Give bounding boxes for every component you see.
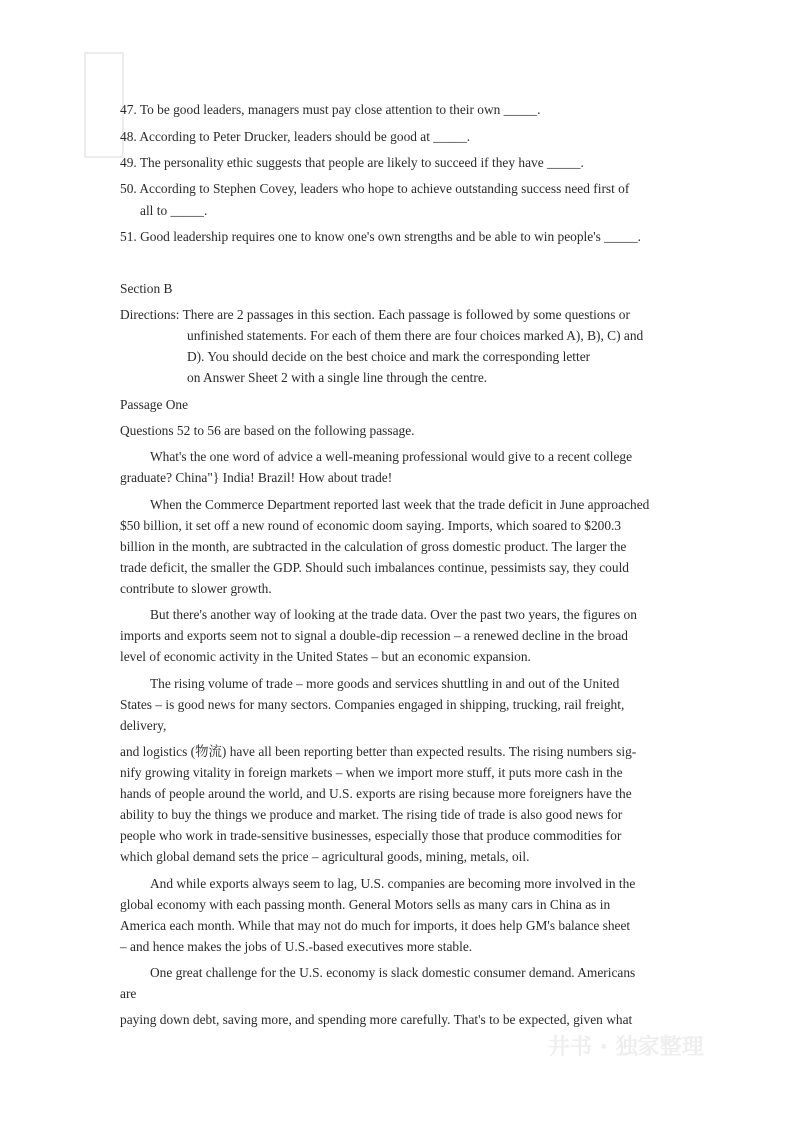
question-50: 50. According to Stephen Covey, leaders who hope to achieve outstanding success need first of <box>120 181 630 196</box>
passage-line: people who work in trade-sensitive businesses, especially those that produce commodities for <box>120 828 622 843</box>
question-51: 51. Good leadership requires one to know one's own strengths and be able to win people's _____. <box>120 229 642 244</box>
passage-title: Passage One <box>120 397 189 412</box>
question-50-cont: all to _____. <box>140 203 208 218</box>
passage-line: One great challenge for the U.S. economy is slack domestic consumer demand. Americans <box>150 965 636 980</box>
directions-line: on Answer Sheet 2 with a single line through the centre. <box>187 370 488 385</box>
passage-line: graduate? China"} India! Brazil! How about trade! <box>120 470 393 485</box>
footer-watermark: 井书 · 独家整理 <box>548 1035 704 1060</box>
passage-line: billion in the month, are subtracted in the calculation of gross domestic product. The larger the <box>120 539 627 554</box>
passage-line: ability to buy the things we produce and market. The rising tide of trade is also good news for <box>120 807 623 822</box>
question-49: 49. The personality ethic suggests that people are likely to succeed if they have _____. <box>120 155 584 170</box>
passage-line: What's the one word of advice a well-meaning professional would give to a recent college <box>150 449 633 464</box>
passage-line: are <box>120 986 137 1001</box>
passage-line: $50 billion, it set off a new round of economic doom saying. Imports, which soared to $200.3 <box>120 518 622 533</box>
passage-line: America each month. While that may not do much for imports, it does help GM's balance sheet <box>120 918 631 933</box>
question-47: 47. To be good leaders, managers must pay close attention to their own _____. <box>120 102 541 117</box>
watermark-stamp <box>84 52 124 158</box>
passage-line: nify growing vitality in foreign markets – when we import more stuff, it puts more cash in the <box>120 765 623 780</box>
passage-line: – and hence makes the jobs of U.S.-based executives more stable. <box>120 939 473 954</box>
passage-line: States – is good news for many sectors. Companies engaged in shipping, trucking, rail freight, <box>120 697 625 712</box>
passage-line: contribute to slower growth. <box>120 581 272 596</box>
passage-line: When the Commerce Department reported last week that the trade deficit in June approached <box>150 497 650 512</box>
passage-intro: Questions 52 to 56 are based on the following passage. <box>120 423 415 438</box>
passage-line: and logistics (物流) have all been reporting better than expected results. The rising numbers sig- <box>120 744 637 759</box>
passage-line: level of economic activity in the United States – but an economic expansion. <box>120 649 531 664</box>
passage-line: delivery, <box>120 718 167 733</box>
passage-line: global economy with each passing month. General Motors sells as many cars in China as in <box>120 897 611 912</box>
passage-line: trade deficit, the smaller the GDP. Should such imbalances continue, pessimists say, they could <box>120 560 629 575</box>
passage-line: hands of people around the world, and U.S. exports are rising because more foreigners have the <box>120 786 632 801</box>
question-48: 48. According to Peter Drucker, leaders should be good at _____. <box>120 129 471 144</box>
directions-line: unfinished statements. For each of them there are four choices marked A), B), C) and <box>187 328 644 343</box>
section-heading: Section B <box>120 281 173 296</box>
passage-line: which global demand sets the price – agricultural goods, mining, metals, oil. <box>120 849 530 864</box>
passage-line: But there's another way of looking at the trade data. Over the past two years, the figures on <box>150 607 637 622</box>
directions-line: Directions: There are 2 passages in this section. Each passage is followed by some questions or <box>120 307 630 322</box>
directions-line: D). You should decide on the best choice and mark the corresponding letter <box>187 349 591 364</box>
passage-line: The rising volume of trade – more goods and services shuttling in and out of the United <box>150 676 620 691</box>
passage-line: And while exports always seem to lag, U.S. companies are becoming more involved in the <box>150 876 636 891</box>
passage-line: paying down debt, saving more, and spending more carefully. That's to be expected, given what <box>120 1012 633 1027</box>
passage-line: imports and exports seem not to signal a double-dip recession – a renewed decline in the broad <box>120 628 628 643</box>
